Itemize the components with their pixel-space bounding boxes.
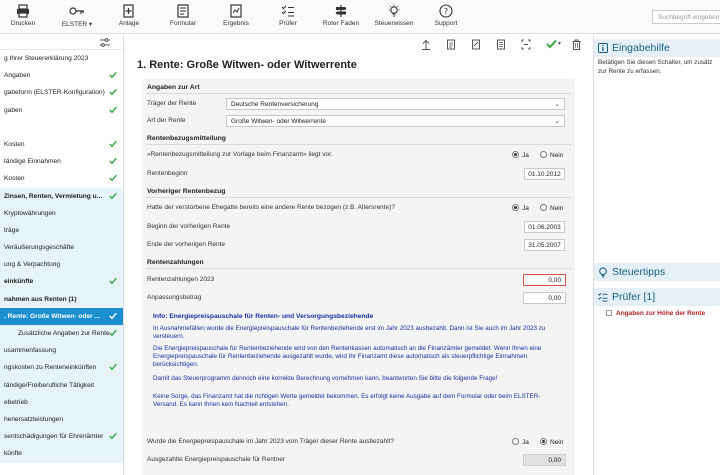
sidebar-item[interactable] [0, 445, 123, 462]
rente-form [142, 79, 575, 475]
sidebar-item[interactable] [0, 377, 123, 394]
checkmark-icon [109, 329, 117, 337]
radio-selected-icon [540, 438, 547, 445]
sidebar-item-label: Kosten [4, 140, 25, 148]
chevron-down-icon[interactable]: ▾ [558, 41, 562, 47]
sidebar-item[interactable] [0, 102, 123, 119]
section-heading-art: Angaben zur Art [147, 84, 200, 91]
form-button[interactable] [153, 4, 213, 27]
attachment-button[interactable] [99, 4, 159, 27]
checklist-icon [281, 4, 295, 18]
elster-label: ELSTER [61, 21, 88, 28]
divider [146, 93, 571, 94]
checkmark-icon [109, 157, 117, 165]
form-pane [125, 35, 593, 475]
sidebar-item-label: Angaben [4, 72, 31, 80]
bezug-ja-radio[interactable] [512, 151, 529, 159]
knowledge-label: Steuerwissen [374, 20, 414, 27]
sidebar-item[interactable] [0, 153, 123, 170]
sidebar-item[interactable] [0, 428, 123, 445]
search-input[interactable]: Suchbegriff eingeben [652, 10, 720, 24]
add-document-icon [122, 4, 136, 18]
checkmark-icon [109, 88, 117, 96]
steuertipps-title: Steuertipps [612, 266, 666, 278]
radio-label: Nein [550, 439, 564, 446]
checkmark-icon[interactable] [546, 39, 557, 49]
radio-label: Nein [550, 152, 564, 159]
section-heading-zahlungen: Rentenzahlungen [147, 259, 204, 266]
printer-icon [16, 4, 30, 18]
sidebar-item-label: usammenfassung [4, 347, 57, 355]
sidebar-item-label: . Rente: Große Witwen- oder ... [4, 312, 100, 320]
guide-button[interactable] [311, 4, 371, 27]
sidebar-item-label: gaben [4, 106, 23, 114]
bezug-nein-radio[interactable] [540, 151, 563, 159]
expand-icon[interactable] [521, 39, 531, 50]
sidebar-item-label: ngskosten zu Renteneinkünften [4, 364, 97, 372]
key-icon [69, 4, 85, 18]
chevron-down-icon: ▾ [87, 21, 93, 28]
traeger-value: Deutsche Rentenversicherung [231, 101, 319, 108]
lightbulb-icon [598, 267, 608, 278]
sidebar-item[interactable] [0, 67, 123, 84]
form-label: Formular [169, 20, 196, 27]
sidebar-item[interactable] [0, 136, 123, 153]
radio-selected-icon [512, 151, 519, 158]
anpassungsbetrag-input[interactable]: 0,00 [523, 292, 566, 304]
checkmark-icon [109, 363, 117, 371]
eingabehilfe-title: Eingabehilfe [612, 42, 670, 54]
sidebar-header [0, 35, 123, 50]
checker-label: Prüfer [279, 20, 297, 27]
attachment-label: Anlage [118, 20, 140, 27]
vorher-beginn-label: Beginn der vorherigen Rente [147, 223, 231, 230]
pruefer-item[interactable] [606, 310, 705, 317]
info-paragraph: Damit das Steuerprogramm dennoch eine korrekte Berechnung vornehmen kann, beantworten Sie bitte die folgende Frage! [153, 375, 498, 382]
pruefer-header[interactable] [594, 288, 720, 306]
elster-button[interactable] [47, 4, 107, 28]
support-button[interactable] [416, 4, 476, 27]
checkmark-icon [109, 106, 117, 114]
sidebar-item[interactable] [0, 50, 123, 67]
checkmark-icon [109, 277, 117, 285]
sidebar-item[interactable] [0, 273, 123, 290]
info-box [144, 311, 571, 429]
traeger-label: Träger der Rente [147, 100, 197, 107]
traeger-select[interactable] [226, 98, 565, 110]
vorher-ende-input[interactable]: 31.05.2007 [524, 239, 565, 251]
radio-selected-icon [512, 204, 519, 211]
sidebar-item-label: sentschädigungen für Ehrenämter [4, 433, 104, 441]
print-label: Drucken [10, 20, 36, 27]
result-document-icon [229, 4, 243, 18]
help-pane [593, 35, 720, 475]
document-icon[interactable] [446, 39, 456, 50]
radio-label: Ja [522, 439, 529, 446]
anpassungsbetrag-label: Anpassungsbetrag [147, 294, 202, 301]
art-label: Art der Rente [147, 117, 186, 124]
vorher-ende-label: Ende der vorherigen Rente [147, 241, 226, 248]
pruefer-title: Prüfer [1] [612, 291, 656, 303]
lightbulb-icon [387, 4, 401, 18]
svg-text:?: ? [443, 7, 449, 16]
print-button[interactable] [0, 4, 53, 27]
sidebar-item[interactable] [0, 256, 123, 273]
sidebar-item[interactable] [0, 222, 123, 239]
rentenzahlungen-label: Rentenzahlungen 2023 [147, 276, 215, 283]
chevron-down-icon: ⌄ [554, 118, 560, 125]
info-paragraph: In Ausnahmefällen wurde die Energiepreispauschale für Rentenbeziehende erst im Jahr 2023 ausbezahlt. Dann ist Sie auch im Jahr 2023 zu versteuern. [153, 325, 546, 340]
sidebar-item-label: g Ihrer Steuererklärung 2023 [4, 55, 89, 62]
divider [146, 144, 571, 145]
sidebar-item-label: Kosten [4, 175, 25, 183]
radio-empty-icon [512, 438, 519, 445]
sidebar-item-label: tändige/Freiberufliche Tätigkeit [4, 381, 95, 389]
sidebar-item-label: Zusätzliche Angaben zur Rente [18, 330, 110, 337]
radio-empty-icon [540, 151, 547, 158]
sidebar-item-label: Zinsen, Renten, Vermietung u... [4, 192, 103, 200]
guide-label: Roter Faden [322, 20, 360, 27]
sidebar-item-label: ebetrieb [4, 398, 28, 406]
info-title: Info: Energiepreispauschale für Renten- und Versorgungsbeziehende [153, 313, 374, 320]
page-title: 1. Rente: Große Witwen- oder Witwerrente [137, 59, 357, 71]
epp-question: Wurde die Energiepreispauschale im Jahr 2023 vom Träger dieser Rente ausbezahlt? [147, 438, 395, 445]
sidebar-item-label: tändige Einnahmen [4, 158, 61, 166]
sidebar-item-label: ung & Verpachtung [4, 261, 61, 269]
art-select[interactable] [226, 115, 565, 127]
sidebar-item-label: träge [4, 226, 20, 234]
form-toolbar [125, 35, 593, 55]
sidebar-item[interactable] [0, 411, 123, 428]
main-toolbar [0, 0, 720, 34]
edit-document-icon[interactable] [471, 39, 481, 50]
help-circle-icon [439, 4, 453, 18]
eingabehilfe-text: Betätigen Sie diesen Schalter, um zusätz zur Rente zu erfassen. [598, 59, 713, 75]
sidebar-item[interactable] [0, 325, 123, 342]
sidebar-item[interactable] [0, 291, 123, 308]
chevron-down-icon: ⌄ [554, 101, 560, 108]
sidebar-item-label: Kryptowährungen [4, 209, 56, 217]
sidebar-item-label: nahmen aus Renten (1) [4, 295, 77, 303]
navigation-sidebar [0, 35, 124, 475]
epp-amount-label: Ausgezahlte Energiepreispauschale für Rentner [147, 456, 286, 463]
pruefer-item-label: Angaben zur Höhe der Rente [616, 310, 706, 317]
sidebar-item[interactable] [0, 84, 123, 101]
divider [146, 268, 571, 269]
checkmark-icon [109, 71, 117, 79]
form-document-icon [176, 4, 190, 18]
steuertipps-header[interactable] [594, 263, 720, 281]
sidebar-item[interactable] [0, 308, 123, 325]
checkmark-icon [109, 312, 117, 320]
divider [146, 197, 571, 198]
signpost-icon [334, 4, 348, 18]
radio-empty-icon [540, 204, 547, 211]
sidebar-tree [0, 50, 123, 463]
sidebar-item-label: künfte [4, 450, 22, 458]
rentenbeginn-input[interactable]: 01.10.2012 [524, 168, 565, 180]
sidebar-item-label: henersatzleistungen [4, 415, 64, 423]
art-value: Große Witwen- oder Witwerrente [231, 118, 326, 125]
upload-arrow-icon[interactable] [421, 39, 431, 50]
vorher-question: Hatte der verstorbene Ehegatte bereits eine andere Rente bezogen (z.B. Altersrente)? [147, 204, 395, 211]
info-paragraph: Keine Sorge, das Finanzamt hat die richtigen Werte gemeldet bekommen. Es erfolgt keine Ausgabe auf dem Formular oder beim ELSTER-Versand. Es kann Ihnen kein Nachteil entstehen. [153, 393, 541, 408]
sliders-icon[interactable] [100, 38, 110, 47]
sidebar-item-label: gabeform (ELSTER-Konfiguration) [4, 89, 105, 97]
info-paragraph: Die Energiepreispauschale für Rentenbeziehende wird von den Rentenkassen automatisch an die Finanzämter gemeldet. Wenn Ihnen eine Energiepreispauschale für Rentenbeziehende ausgezahlt wurde, wird Ihr Finanzamt diese automatisch als steuerpflichtige Einnahmen berücksichtigen. [153, 345, 542, 368]
epp-ja-radio[interactable] [512, 438, 529, 446]
result-button[interactable] [206, 4, 266, 27]
sidebar-item[interactable] [0, 394, 123, 411]
sidebar-item[interactable] [0, 170, 123, 187]
epp-amount-input: 0,00 [523, 454, 566, 466]
bezug-question: »Rentenbezugsmitteilung zur Vorlage beim Finanzamt« liegt vor. [147, 151, 333, 158]
checkmark-icon [109, 192, 117, 200]
radio-label: Ja [522, 152, 529, 159]
vorher-nein-radio[interactable] [540, 204, 563, 212]
vorher-beginn-input[interactable]: 01.06.2003 [524, 221, 565, 233]
radio-label: Nein [550, 205, 564, 212]
eingabehilfe-header[interactable] [594, 39, 720, 57]
sidebar-item[interactable] [0, 119, 123, 136]
checkmark-icon [109, 174, 117, 182]
epp-nein-radio[interactable] [540, 438, 563, 446]
section-heading-vorher: Vorheriger Rentenbezug [147, 188, 226, 195]
result-label: Ergebnis [223, 20, 249, 27]
sidebar-item-label: einkünfte [4, 278, 34, 286]
sidebar-item[interactable] [0, 205, 123, 222]
sidebar-item[interactable] [0, 188, 123, 205]
sidebar-item[interactable] [0, 359, 123, 376]
sidebar-item[interactable] [0, 239, 123, 256]
checklist-icon [598, 292, 608, 302]
checkbox-icon[interactable] [606, 310, 612, 316]
knowledge-button[interactable] [364, 4, 424, 27]
trash-icon[interactable] [572, 39, 581, 50]
checkmark-icon [109, 140, 117, 148]
sidebar-item-label: Veräußerungsgeschäfte [4, 244, 75, 252]
vorher-ja-radio[interactable] [512, 204, 529, 212]
section-heading-bezug: Rentenbezugsmitteilung [147, 135, 226, 142]
rentenzahlungen-input[interactable]: 0,00 [523, 274, 566, 286]
support-label: Support [434, 20, 458, 27]
rentenbeginn-label: Rentenbeginn [147, 170, 188, 177]
checkmark-icon [109, 432, 117, 440]
checker-button[interactable] [258, 4, 318, 27]
sidebar-item[interactable] [0, 342, 123, 359]
info-icon [598, 43, 608, 53]
list-document-icon[interactable] [496, 39, 506, 50]
radio-label: Ja [522, 205, 529, 212]
